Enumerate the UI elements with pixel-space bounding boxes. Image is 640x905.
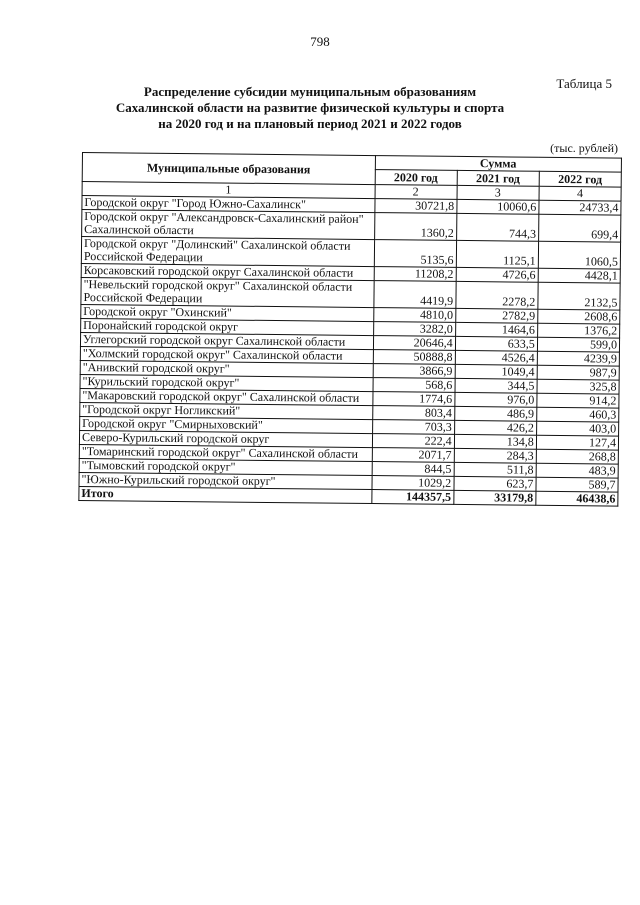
value-2022-cell: 914,2 [537,393,619,408]
value-2022-cell: 4428,1 [538,268,620,283]
value-2021-cell: 4726,6 [456,267,538,282]
value-2022-cell: 483,9 [536,463,618,478]
value-2021-cell: 1125,1 [456,240,538,268]
column-index-1: 1 [82,182,375,199]
municipality-cell: "Макаровский городской округ" Сахалинской области [80,388,373,405]
value-2022-cell: 268,8 [536,449,618,464]
value-2022-cell: 24733,4 [539,200,621,215]
municipality-cell: Итого [79,486,372,503]
value-2020-cell: 568,6 [373,378,455,393]
value-2021-cell: 426,2 [454,420,536,435]
table-label: Таблица 5 [556,76,612,91]
municipality-cell: Городской округ "Смирныховский" [80,416,373,433]
value-2022-cell: 2608,6 [538,309,620,324]
value-2022-cell: 403,0 [536,421,618,436]
value-2020-cell: 144357,5 [371,490,453,505]
column-index-4: 4 [539,186,621,201]
value-2021-cell: 976,0 [455,392,537,407]
value-2021-cell: 284,3 [454,448,536,463]
value-2021-cell: 344,5 [455,378,537,393]
value-2020-cell: 1029,2 [372,476,454,491]
municipality-cell: Городской округ "Долинский" Сахалинской области Российской Федерации [81,237,374,267]
value-2022-cell: 599,0 [537,337,619,352]
units-label: (тыс. рублей) [550,141,618,155]
municipality-cell: Углегорский городской округ Сахалинской области [80,332,373,349]
value-2020-cell: 4810,0 [373,308,455,323]
value-2021-cell: 4526,4 [455,350,537,365]
column-index-2: 2 [375,185,457,200]
municipality-cell: "Городской округ Ногликский" [80,402,373,419]
value-2021-cell: 134,8 [454,434,536,449]
value-2020-cell: 1360,2 [374,213,456,241]
header-year-2022: 2022 год [539,171,621,187]
municipality-cell: Городской округ "Охинский" [81,304,374,321]
value-2020-cell: 2071,7 [372,448,454,463]
value-2022-cell: 589,7 [536,477,618,492]
value-2020-cell: 3282,0 [373,322,455,337]
value-2020-cell: 50888,8 [373,350,455,365]
municipality-cell: Корсаковский городской округ Сахалинской области [81,263,374,280]
value-2021-cell: 1049,4 [455,364,537,379]
municipality-cell: "Тымовский городской округ" [79,458,372,475]
value-2020-cell: 11208,2 [374,267,456,282]
value-2020-cell: 803,4 [372,406,454,421]
value-2020-cell: 3866,9 [373,364,455,379]
page-number: 798 [310,34,330,49]
municipality-cell: Северо-Курильский городской округ [79,430,372,447]
value-2022-cell: 46438,6 [536,491,618,506]
value-2021-cell: 486,9 [454,406,536,421]
value-2021-cell: 623,7 [454,476,536,491]
value-2021-cell: 511,8 [454,462,536,477]
value-2020-cell: 1774,6 [372,392,454,407]
value-2022-cell: 325,8 [537,379,619,394]
value-2022-cell: 460,3 [537,407,619,422]
header-year-2020: 2020 год [375,170,457,186]
header-municipality: Муниципальные образования [82,153,375,185]
value-2022-cell: 1060,5 [538,241,620,269]
value-2020-cell: 703,3 [372,420,454,435]
value-2020-cell: 20646,4 [373,336,455,351]
value-2021-cell: 2278,2 [456,281,538,309]
header-year-2021: 2021 год [457,170,539,186]
value-2022-cell: 4239,9 [537,351,619,366]
municipality-cell: "Холмский городской округ" Сахалинской области [80,346,373,363]
value-2022-cell: 127,4 [536,435,618,450]
value-2021-cell: 1464,6 [455,322,537,337]
value-2021-cell: 744,3 [456,213,538,241]
value-2021-cell: 2782,9 [455,308,537,323]
municipality-cell: "Анивский городской округ" [80,360,373,377]
value-2020-cell: 4419,9 [373,281,455,309]
value-2022-cell: 2132,5 [538,282,620,310]
value-2022-cell: 699,4 [538,214,620,242]
document-title: Распределение субсидии муниципальным образованиям Сахалинской области на развитие физической культуры и спорта на 2020 год и на плановый период 2021 и 2022 годов [115,84,505,131]
value-2020-cell: 5135,6 [374,240,456,268]
value-2021-cell: 33179,8 [454,490,536,505]
value-2021-cell: 633,5 [455,336,537,351]
header-sum: Сумма [375,156,622,173]
municipality-cell: "Томаринский городской округ" Сахалинской области [79,444,372,461]
municipality-cell: Поронайский городской округ [81,318,374,335]
value-2020-cell: 844,5 [372,462,454,477]
value-2021-cell: 10060,6 [457,199,539,214]
column-index-3: 3 [457,185,539,200]
table-body [79,196,621,507]
value-2022-cell: 987,9 [537,365,619,380]
value-2020-cell: 30721,8 [374,199,456,214]
municipality-cell: Городской округ "Александровск-Сахалинский район" Сахалинской области [82,210,375,240]
value-2020-cell: 222,4 [372,434,454,449]
municipality-cell: Городской округ "Город Южно-Сахалинск" [82,196,375,213]
value-2022-cell: 1376,2 [537,323,619,338]
municipality-cell: "Невельский городской округ" Сахалинской области Российской Федерации [81,277,374,307]
subsidies-table [78,152,622,507]
municipality-cell: "Курильский городской округ" [80,374,373,391]
municipality-cell: "Южно-Курильский городской округ" [79,472,372,489]
